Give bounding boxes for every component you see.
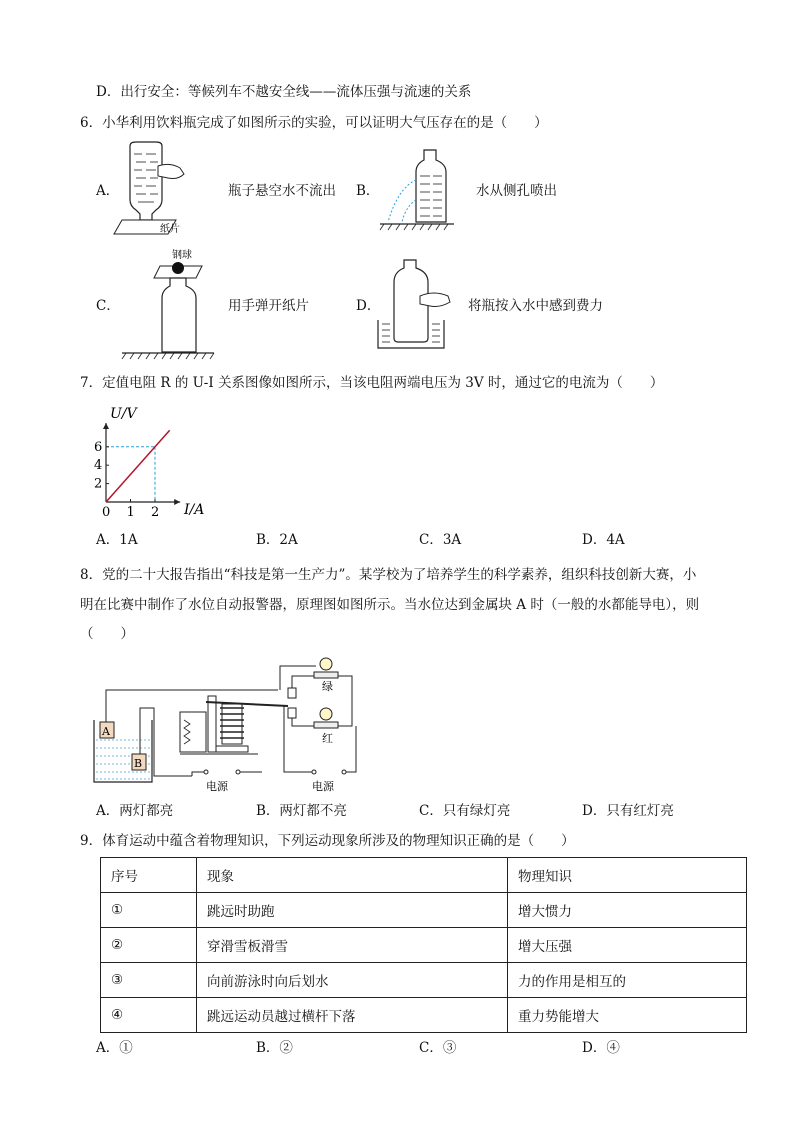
q9-option-c: C．③ — [419, 1040, 457, 1056]
table-header-cell: 序号 — [101, 858, 197, 893]
table-cell: 跳远运动员越过横杆下落 — [197, 998, 508, 1033]
chart-x-label: I/A — [184, 502, 205, 518]
q8-stem-line3: （ ） — [80, 626, 134, 642]
q6-option-b-text: 水从侧孔喷出 — [476, 183, 557, 199]
chart-x-tick-label: 1 — [126, 505, 135, 520]
q9-stem: 9．体育运动中蕴含着物理知识，下列运动现象所涉及的物理知识正确的是（ ） — [80, 833, 575, 849]
q7-option-b: B．2A — [256, 532, 298, 548]
chart-x-arrow — [174, 499, 180, 505]
table-cell: 增大压强 — [508, 928, 747, 963]
chart-y-tick-label: 6 — [94, 439, 103, 455]
q6-option-c-text: 用手弹开纸片 — [228, 298, 309, 314]
q6-option-a-text: 瓶子悬空水不流出 — [228, 183, 336, 199]
q8-stem-line2: 明在比赛中制作了水位自动报警器，原理图如图所示。当水位达到金属块 A 时（一般的水都能导电），则 — [80, 597, 700, 613]
chart-y-tick-label: 4 — [94, 458, 103, 474]
table-row — [101, 893, 747, 928]
q8-option-d: D．只有红灯亮 — [582, 803, 674, 819]
q8-option-b: B．两灯都不亮 — [256, 803, 347, 819]
q7-option-a: A．1A — [96, 532, 138, 548]
q8-circuit-diagram — [88, 650, 368, 795]
q6-stem: 6．小华利用饮料瓶完成了如图所示的实验，可以证明大气压存在的是（ ） — [80, 115, 548, 131]
table-row — [101, 998, 747, 1033]
chart-y-arrow — [103, 423, 109, 429]
q8-label-green: 绿 — [322, 680, 333, 693]
table-header-row — [101, 858, 747, 893]
q8-label-b: B — [134, 757, 143, 770]
table-cell: 增大惯力 — [508, 893, 747, 928]
table-header-cell: 物理知识 — [508, 858, 747, 893]
chart-x-tick-label: 0 — [102, 505, 111, 520]
q8-label-red: 红 — [322, 732, 333, 745]
table-header-cell: 现象 — [197, 858, 508, 893]
table-cell: 重力势能增大 — [508, 998, 747, 1033]
q6-figure-b — [376, 148, 466, 233]
table-cell: 力的作用是相互的 — [508, 963, 747, 998]
q6-figure-c — [118, 246, 218, 362]
table-row — [101, 928, 747, 963]
q8-stem-line1: 8．党的二十大报告指出“科技是第一生产力”。某学校为了培养学生的科学素养，组织科技创新大赛，小 — [80, 567, 697, 583]
q6-option-a-letter: A． — [96, 183, 120, 199]
table-cell: ③ — [101, 963, 197, 998]
table-cell: 跳远时助跑 — [197, 893, 508, 928]
q8-option-a: A．两灯都亮 — [96, 803, 174, 819]
chart-y-tick-label: 2 — [94, 476, 103, 492]
q7-option-d: D．4A — [582, 532, 625, 548]
table-row — [101, 963, 747, 998]
q6-option-c-letter: C． — [96, 298, 120, 314]
q6-c-ball-label: 钢球 — [172, 250, 192, 261]
q6-option-d-letter: D． — [356, 298, 381, 314]
chart-series-line — [106, 430, 170, 502]
q8-label-power2: 电源 — [312, 780, 334, 793]
table-cell: 穿滑雪板滑雪 — [197, 928, 508, 963]
q9-option-d: D．④ — [582, 1040, 620, 1056]
table-cell: 向前游泳时向后划水 — [197, 963, 508, 998]
q9-table — [100, 857, 747, 1033]
q9-option-a: A．① — [96, 1040, 133, 1056]
q6-a-paper-label: 纸片 — [160, 224, 180, 235]
q8-option-c: C．只有绿灯亮 — [419, 803, 511, 819]
q7-ui-chart — [88, 404, 218, 522]
q9-option-b: B．② — [256, 1040, 293, 1056]
q8-label-power1: 电源 — [206, 780, 228, 793]
q6-option-d-text: 将瓶按入水中感到费力 — [468, 298, 603, 314]
table-cell: ④ — [101, 998, 197, 1033]
q5-option-d: D．出行安全：等候列车不越安全线——流体压强与流速的关系 — [96, 84, 472, 100]
q6-figure-a — [118, 140, 198, 240]
q6-option-b-letter: B． — [356, 183, 380, 199]
table-cell: ① — [101, 893, 197, 928]
q6-figure-d — [376, 258, 456, 354]
table-cell: ② — [101, 928, 197, 963]
q8-label-a: A — [102, 725, 110, 738]
chart-x-tick-label: 2 — [151, 505, 160, 520]
q7-option-c: C．3A — [419, 532, 462, 548]
chart-y-label: U/V — [110, 406, 137, 422]
q7-stem: 7．定值电阻 R 的 U-I 关系图像如图所示，当该电阻两端电压为 3V 时，通过它的电流为（ ） — [80, 375, 664, 391]
